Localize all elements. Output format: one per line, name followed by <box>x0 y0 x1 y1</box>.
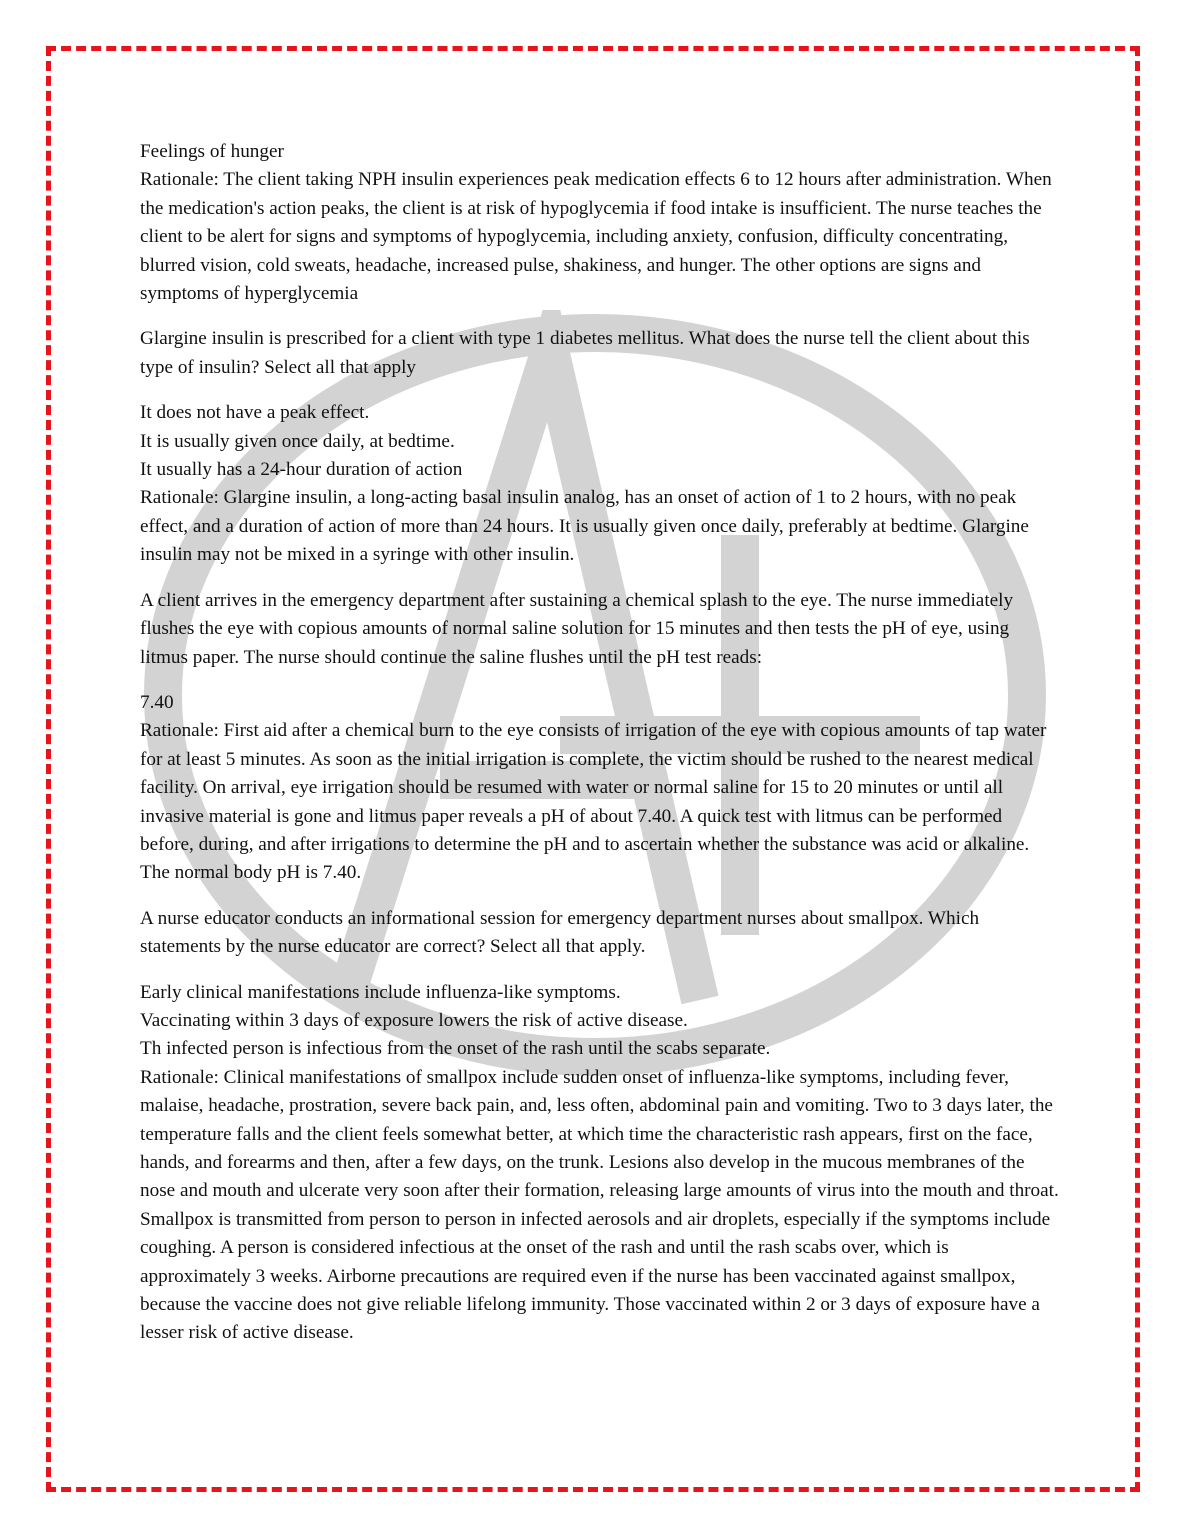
rationale-text: Rationale: The client taking NPH insulin experiences peak medication effects 6 to 12 hours after administration. When the medication's action peaks, the client is at risk of hypoglycemia if food intake is insufficient. The nurse teaches the client to be alert for signs and symptoms of hypoglycemia, including anxiety, confusion, difficulty concentrating, blurred vision, cold sweats, headache, increased pulse, shakiness, and hunger. The other options are signs and symptoms of hyperglycemia <box>140 169 1052 305</box>
answer-block-hunger <box>140 138 1060 308</box>
question-smallpox <box>140 905 1060 962</box>
question-glargine <box>140 325 1060 382</box>
rationale-text: Rationale: First aid after a chemical burn to the eye consists of irrigation of the eye with copious amounts of tap water for at least 5 minutes. As soon as the initial irrigation is complete, the victim should be rushed to the nearest medical facility. On arrival, eye irrigation should be resumed with water or normal saline for 15 to 20 minutes or until all invasive material is gone and litmus paper reveals a pH of about 7.40. A quick test with litmus can be performed before, during, and after irrigations to determine the pH and to ascertain whether the substance was acid or alkaline. The normal body pH is 7.40. <box>140 720 1047 884</box>
answer-block-ph <box>140 689 1060 888</box>
question-text: A client arrives in the emergency department after sustaining a chemical splash to the eye. The nurse immediately flushes the eye with copious amounts of normal saline solution for 15 minutes and then tests the pH of eye, using litmus paper. The nurse should continue the saline flushes until the pH test reads: <box>140 589 1014 668</box>
question-text: A nurse educator conducts an informational session for emergency department nurses about smallpox. Which statements by the nurse educator are correct? Select all that apply. <box>140 907 980 958</box>
answer-text: It usually has a 24-hour duration of action <box>140 459 463 481</box>
rationale-text: Rationale: Glargine insulin, a long-acting basal insulin analog, has an onset of action of 1 to 2 hours, with no peak effect, and a duration of action of more than 24 hours. It is usually given once daily, preferably at bedtime. Glargine insulin may not be mixed in a syringe with other insulin. <box>140 487 1029 566</box>
answer-block-glargine <box>140 399 1060 569</box>
answer-text: It does not have a peak effect. <box>140 402 370 424</box>
answer-text: Feelings of hunger <box>140 141 284 162</box>
answer-text: 7.40 <box>140 691 174 713</box>
answer-text: Vaccinating within 3 days of exposure lowers the risk of active disease. <box>140 1009 688 1031</box>
question-chemical-splash <box>140 587 1060 672</box>
answer-text: It is usually given once daily, at bedtime. <box>140 430 455 452</box>
rationale-text: Rationale: Clinical manifestations of smallpox include sudden onset of influenza-like symptoms, including fever, malaise, headache, prostration, severe back pain, and, less often, abdominal pain and vomiting. Two to 3 days later, the temperature falls and the client feels somewhat better, at which time the characteristic rash appears, first on the face, hands, and forearms and then, after a few days, on the trunk. Lesions also develop in the mucous membranes of the nose and mouth and ulcerate very soon after their formation, releasing large amounts of virus into the mouth and throat. Smallpox is transmitted from person to person in infected aerosols and air droplets, especially if the symptoms include coughing. A person is considered infectious at the onset of the rash and until the rash scabs over, which is approximately 3 weeks. Airborne precautions are required even if the nurse has been vaccinated against smallpox, because the vaccine does not give reliable lifelong immunity. Those vaccinated within 2 or 3 days of exposure have a lesser risk of active disease. <box>140 1066 1059 1344</box>
answer-text: Early clinical manifestations include influenza-like symptoms. <box>140 981 621 1003</box>
answer-text: Th infected person is infectious from the onset of the rash until the scabs separate. <box>140 1038 771 1060</box>
answer-block-smallpox <box>140 979 1060 1348</box>
document-body <box>140 138 1060 1365</box>
question-text: Glargine insulin is prescribed for a client with type 1 diabetes mellitus. What does the nurse tell the client about this type of insulin? Select all that apply <box>140 328 1030 378</box>
